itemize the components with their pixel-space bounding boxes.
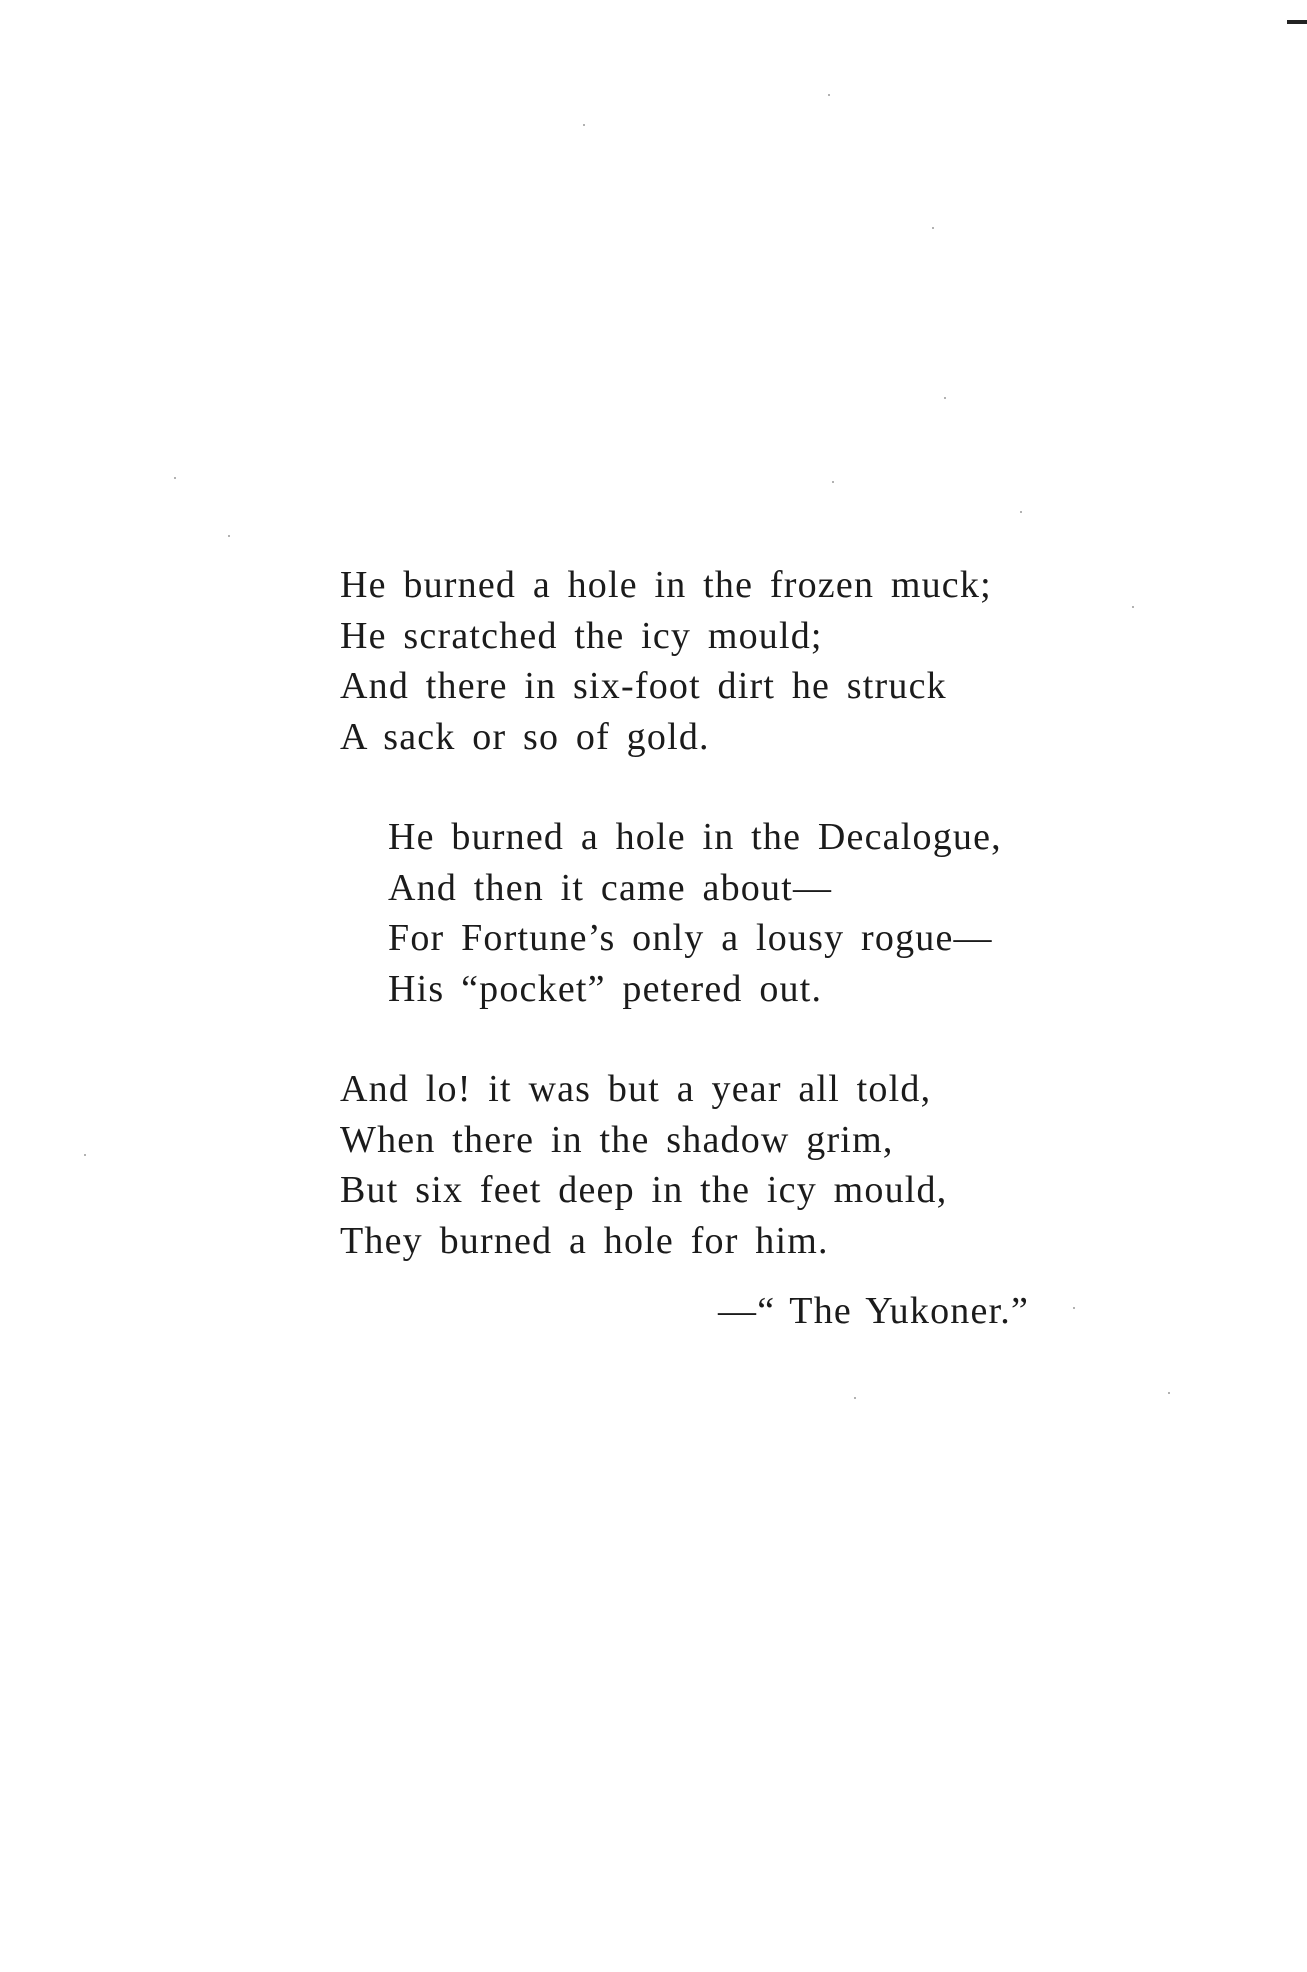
page-corner-mark (1287, 20, 1307, 24)
paper-speck (854, 1397, 856, 1399)
poem-line: He scratched the icy mould; (340, 614, 823, 657)
poem-line: His “pocket” petered out. (388, 967, 823, 1010)
poem-line: And then it came about— (388, 866, 833, 909)
poem-line: And there in six-foot dirt he struck (340, 665, 947, 707)
poem-attribution: —“ The Yukoner.” (718, 1290, 1030, 1332)
paper-speck (832, 481, 834, 483)
paper-speck (1168, 1392, 1170, 1394)
poem-line: When there in the shadow grim, (340, 1118, 894, 1161)
poem-line: And lo! it was but a year all told, (340, 1068, 932, 1110)
poem (340, 560, 1140, 1316)
paper-speck (174, 477, 176, 479)
paper-speck (228, 535, 230, 537)
paper-speck (932, 227, 934, 229)
poem-line: A sack or so of gold. (340, 715, 710, 758)
poem-line: He burned a hole in the Decalogue, (388, 816, 1002, 858)
poem-line: For Fortune’s only a lousy rogue— (388, 917, 993, 959)
poem-line: He burned a hole in the frozen muck; (340, 564, 992, 606)
stanza-1 (340, 560, 1140, 762)
paper-speck (944, 397, 946, 399)
poem-line: They burned a hole for him. (340, 1219, 829, 1262)
paper-speck (1020, 511, 1022, 513)
paper-speck (583, 124, 585, 126)
paper-speck (84, 1154, 86, 1156)
stanza-3 (340, 1064, 1140, 1266)
poem-line: But six feet deep in the icy mould, (340, 1169, 948, 1211)
stanza-2 (340, 812, 1140, 1014)
paper-speck (828, 94, 830, 96)
